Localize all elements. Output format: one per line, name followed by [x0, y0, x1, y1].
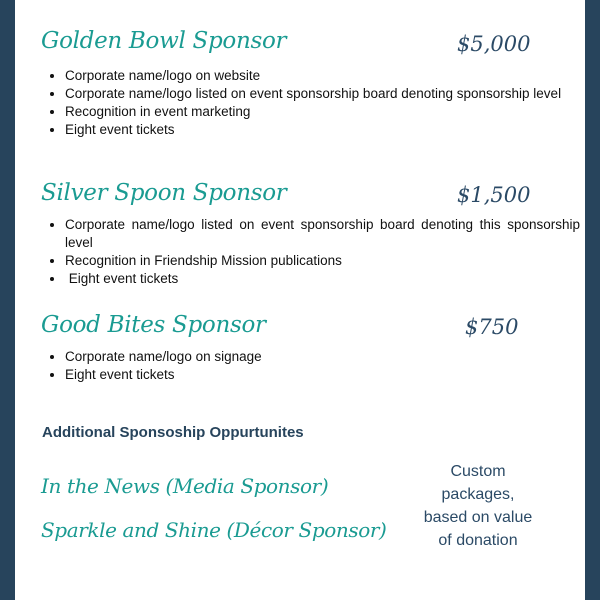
custom-line: of donation — [438, 532, 518, 549]
benefit-item: • Recognition in event marketing — [65, 103, 580, 121]
silver-spoon-benefits — [43, 216, 580, 288]
custom-packages-note — [408, 460, 548, 552]
custom-line: packages, — [441, 486, 515, 503]
golden-bowl-benefits — [43, 67, 580, 139]
benefit-item: • Corporate name/logo on website — [65, 67, 580, 85]
benefit-item: • Eight event tickets — [65, 121, 580, 139]
good-bites-benefits — [43, 348, 580, 384]
media-sponsor-title: In the News (Media Sponsor) — [41, 474, 329, 498]
silver-spoon-price: $1,500 — [457, 183, 531, 207]
golden-bowl-title: Golden Bowl Sponsor — [41, 28, 287, 54]
custom-line: Custom — [450, 463, 506, 480]
benefit-item: • Corporate name/logo listed on event sponsorship board denoting sponsorship level — [65, 85, 580, 103]
benefit-item: • Corporate name/logo listed on event sponsorship board denoting this sponsorship level — [65, 216, 580, 252]
golden-bowl-price: $5,000 — [457, 32, 531, 56]
additional-heading: Additional Sponsoship Oppurtunites — [42, 424, 304, 441]
benefit-item: • Eight event tickets — [65, 270, 580, 288]
silver-spoon-title: Silver Spoon Sponsor — [41, 180, 287, 206]
custom-line: based on value — [423, 509, 533, 526]
good-bites-title: Good Bites Sponsor — [41, 312, 266, 338]
decor-sponsor-title: Sparkle and Shine (Décor Sponsor) — [41, 518, 387, 542]
benefit-item: • Eight event tickets — [65, 366, 580, 384]
sponsorship-page — [15, 0, 585, 600]
benefit-item: • Recognition in Friendship Mission publications — [65, 252, 580, 270]
benefit-item: • Corporate name/logo on signage — [65, 348, 580, 366]
good-bites-price: $750 — [465, 315, 519, 339]
